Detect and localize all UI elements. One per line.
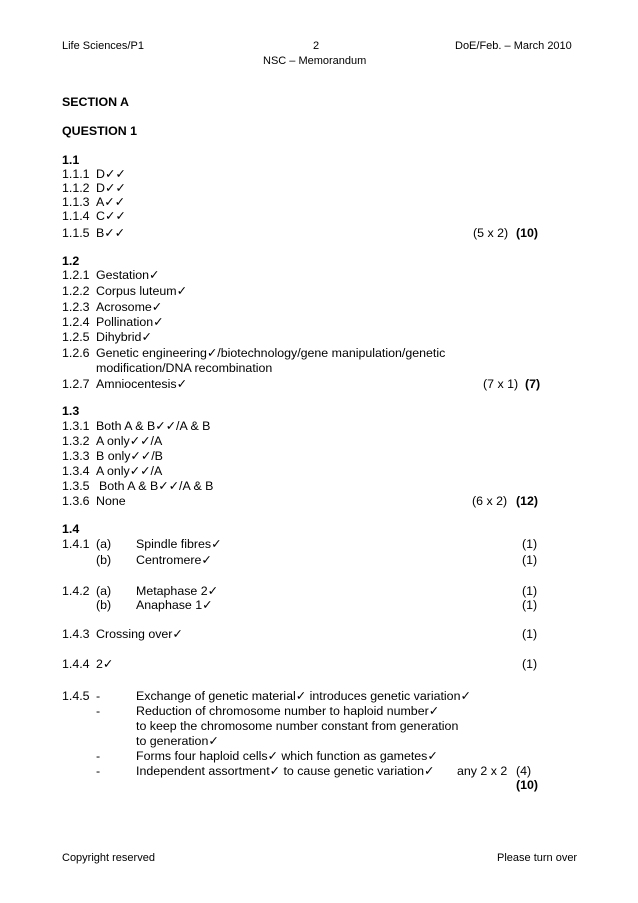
q145-point: Independent assortment✓ to cause genetic variation✓ [136,764,435,778]
q13-num: 1.3.4 [62,464,90,478]
q142-a-answer: Metaphase 2✓ [136,584,219,598]
header-subtitle: NSC – Memorandum [263,55,367,67]
q13-num: 1.3.3 [62,449,90,463]
q11-answer: C✓✓ [96,209,126,223]
page-number: 2 [313,40,320,52]
q142-a-label: (a) [96,584,112,598]
q12-answer: Gestation✓ [96,268,160,282]
q11-answer: A✓✓ [96,195,126,209]
q145-any: any 2 x 2 [457,764,508,778]
q12-num: 1.2.6 [62,346,90,360]
q141-a-mark: (1) [522,537,538,551]
q145-mark: (4) [516,764,532,778]
q145-point: Reduction of chromosome number to haploid number✓ [136,704,440,718]
q13-num: 1.3.1 [62,419,90,433]
q144-num: 1.4.4 [62,657,90,671]
q13-heading: 1.3 [62,404,80,418]
q142-b-mark: (1) [522,598,538,612]
q13-answer: B only✓✓/B [96,449,163,463]
q12-marks-total: (7) [525,377,541,391]
q144-answer: 2✓ [96,657,114,671]
q11-num: 1.1.4 [62,209,90,223]
q12-num: 1.2.1 [62,268,90,282]
q12-num: 1.2.3 [62,300,90,314]
q12-answer: Amniocentesis✓ [96,377,187,391]
q11-answer: D✓✓ [96,181,126,195]
q12-answer: Dihybrid✓ [96,330,152,344]
q141-num: 1.4.1 [62,537,90,551]
question-title: QUESTION 1 [62,124,138,138]
q145-point-continued: to keep the chromosome number constant from generation [136,719,459,733]
q11-answer: D✓✓ [96,167,126,181]
q142-b-label: (b) [96,598,112,612]
q13-answer: Both A & B✓✓/A & B [99,479,214,493]
q143-answer: Crossing over✓ [96,627,183,641]
q141-b-answer: Centromere✓ [136,553,212,567]
q13-marks-total: (12) [516,494,539,508]
q141-b-label: (b) [96,553,112,567]
q13-answer: Both A & B✓✓/A & B [96,419,211,433]
q145-point-continued: to generation✓ [136,734,219,748]
q13-answer: A only✓✓/A [96,464,163,478]
q13-num: 1.3.6 [62,494,90,508]
footer-left: Copyright reserved [62,852,155,864]
q141-a-label: (a) [96,537,112,551]
q142-num: 1.4.2 [62,584,90,598]
q145-num: 1.4.5 [62,689,90,703]
q145-bullet: - [96,764,101,778]
q13-num: 1.3.5 [62,479,90,493]
q145-bullet: - [96,689,101,703]
q12-num: 1.2.4 [62,315,90,329]
section-title: SECTION A [62,95,130,109]
q11-answer: B✓✓ [96,226,126,240]
q145-point: Forms four haploid cells✓ which function as gametes✓ [136,749,438,763]
q13-answer: A only✓✓/A [96,434,163,448]
q11-num: 1.1.5 [62,226,90,240]
q12-marks-calc: (7 x 1) [483,377,519,391]
q12-heading: 1.2 [62,254,80,268]
q145-bullet: - [96,704,101,718]
q141-b-mark: (1) [522,553,538,567]
q13-marks-calc: (6 x 2) [472,494,508,508]
q11-num: 1.1.1 [62,167,90,181]
q142-a-mark: (1) [522,584,538,598]
q11-num: 1.1.3 [62,195,90,209]
q13-answer: None [96,494,126,508]
q143-mark: (1) [522,627,538,641]
q12-answer: Pollination✓ [96,315,164,329]
q12-num: 1.2.5 [62,330,90,344]
footer-right: Please turn over [497,852,578,864]
q12-answer: Corpus luteum✓ [96,284,187,298]
q12-num: 1.2.7 [62,377,90,391]
q141-a-answer: Spindle fibres✓ [136,537,222,551]
q14-total: (10) [516,778,539,792]
q12-answer: Acrosome✓ [96,300,163,314]
q11-heading: 1.1 [62,153,80,167]
header-left: Life Sciences/P1 [62,40,144,52]
q14-heading: 1.4 [62,522,80,536]
q11-marks-total: (10) [516,226,539,240]
q12-answer: Genetic engineering✓/biotechnology/gene manipulation/genetic [96,346,446,360]
q13-num: 1.3.2 [62,434,90,448]
q145-point: Exchange of genetic material✓ introduces genetic variation✓ [136,689,471,703]
q11-num: 1.1.2 [62,181,90,195]
q142-b-answer: Anaphase 1✓ [136,598,213,612]
q11-marks-calc: (5 x 2) [473,226,509,240]
q143-num: 1.4.3 [62,627,90,641]
header-right: DoE/Feb. – March 2010 [455,40,572,52]
q12-answer-continued: modification/DNA recombination [96,361,273,375]
q12-num: 1.2.2 [62,284,90,298]
q145-bullet: - [96,749,101,763]
q144-mark: (1) [522,657,538,671]
